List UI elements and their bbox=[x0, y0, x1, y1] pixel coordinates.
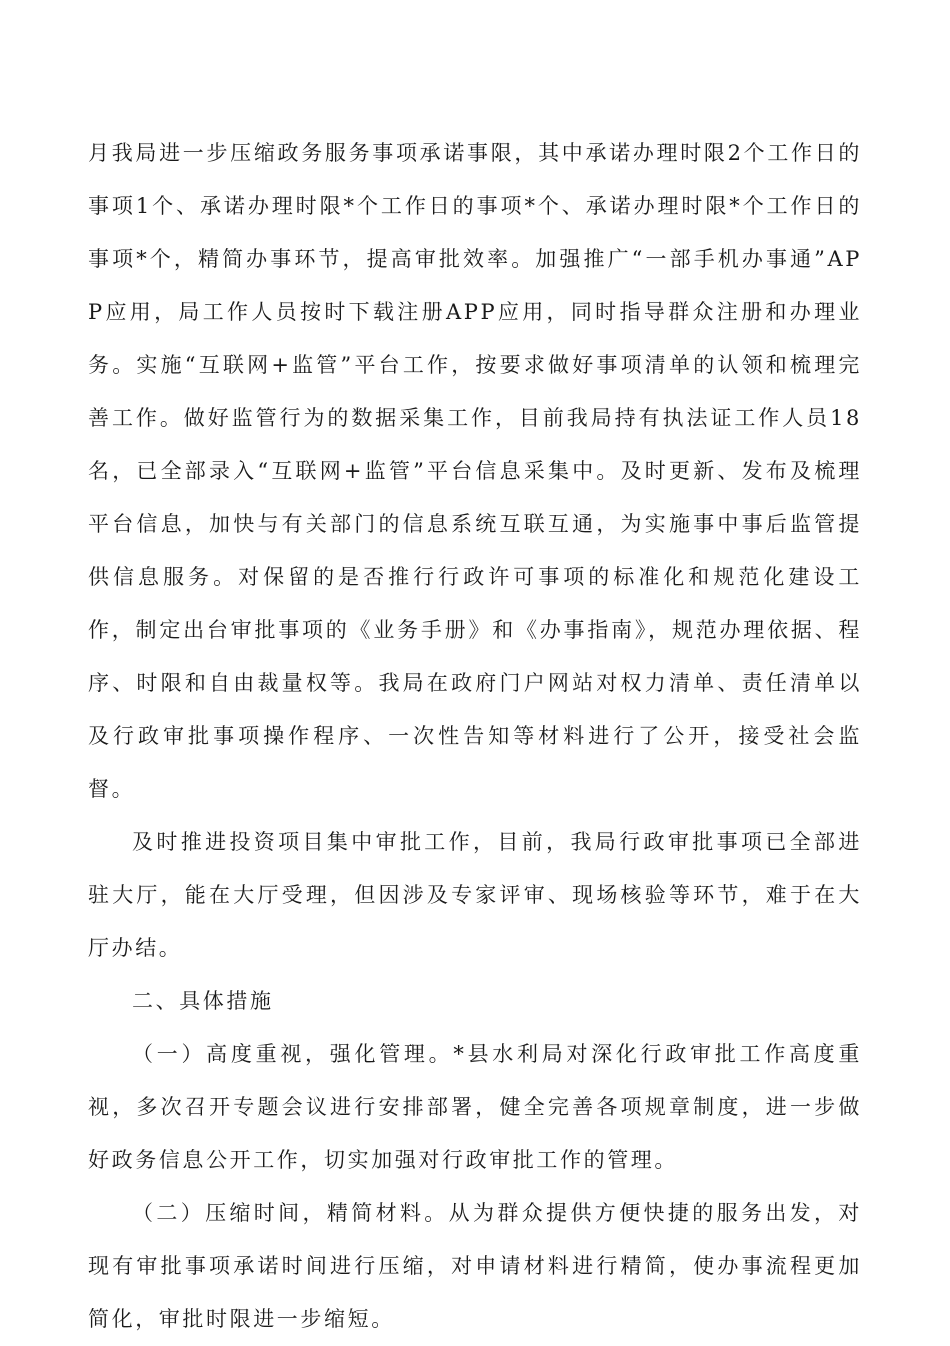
section-heading: 二、具体措施 bbox=[132, 989, 274, 1013]
document-body bbox=[88, 127, 862, 1346]
body-paragraph-4: （二）压缩时间，精简材料。从为群众提供方便快捷的服务出发，对现有审批事项承诺时间进行压缩，对申请材料进行精简，使办事流程更加简化，审批时限进一步缩短。 bbox=[88, 1201, 862, 1331]
body-paragraph-2: 及时推进投资项目集中审批工作，目前，我局行政审批事项已全部进驻大厅，能在大厅受理，但因涉及专家评审、现场核验等环节，难于在大厅办结。 bbox=[88, 830, 862, 960]
body-paragraph-3: （一）高度重视，强化管理。*县水利局对深化行政审批工作高度重视，多次召开专题会议进行安排部署，健全完善各项规章制度，进一步做好政务信息公开工作，切实加强对行政审批工作的管理。 bbox=[88, 1042, 862, 1172]
body-paragraph-1: 月我局进一步压缩政务服务事项承诺事限，其中承诺办理时限2个工作日的事项1个、承诺办理时限*个工作日的事项*个、承诺办理时限*个工作日的事项*个，精简办事环节，提高审批效率。加强推广“一部手机办事通”APP应用，局工作人员按时下载注册APP应用，同时指导群众注册和办理业务。实施“互联网+监管”平台工作，按要求做好事项清单的认领和梳理完善工作。做好监管行为的数据采集工作，目前我局持有执法证工作人员18名，已全部录入“互联网+监管”平台信息采集中。及时更新、发布及梳理平台信息，加快与有关部门的信息系统互联互通，为实施事中事后监管提供信息服务。对保留的是否推行行政许可事项的标准化和规范化建设工作，制定出台审批事项的《业务手册》和《办事指南》，规范办理依据、程序、时限和自由裁量权等。我局在政府门户网站对权力清单、责任清单以及行政审批事项操作程序、一次性告知等材料进行了公开，接受社会监督。 bbox=[88, 141, 862, 801]
